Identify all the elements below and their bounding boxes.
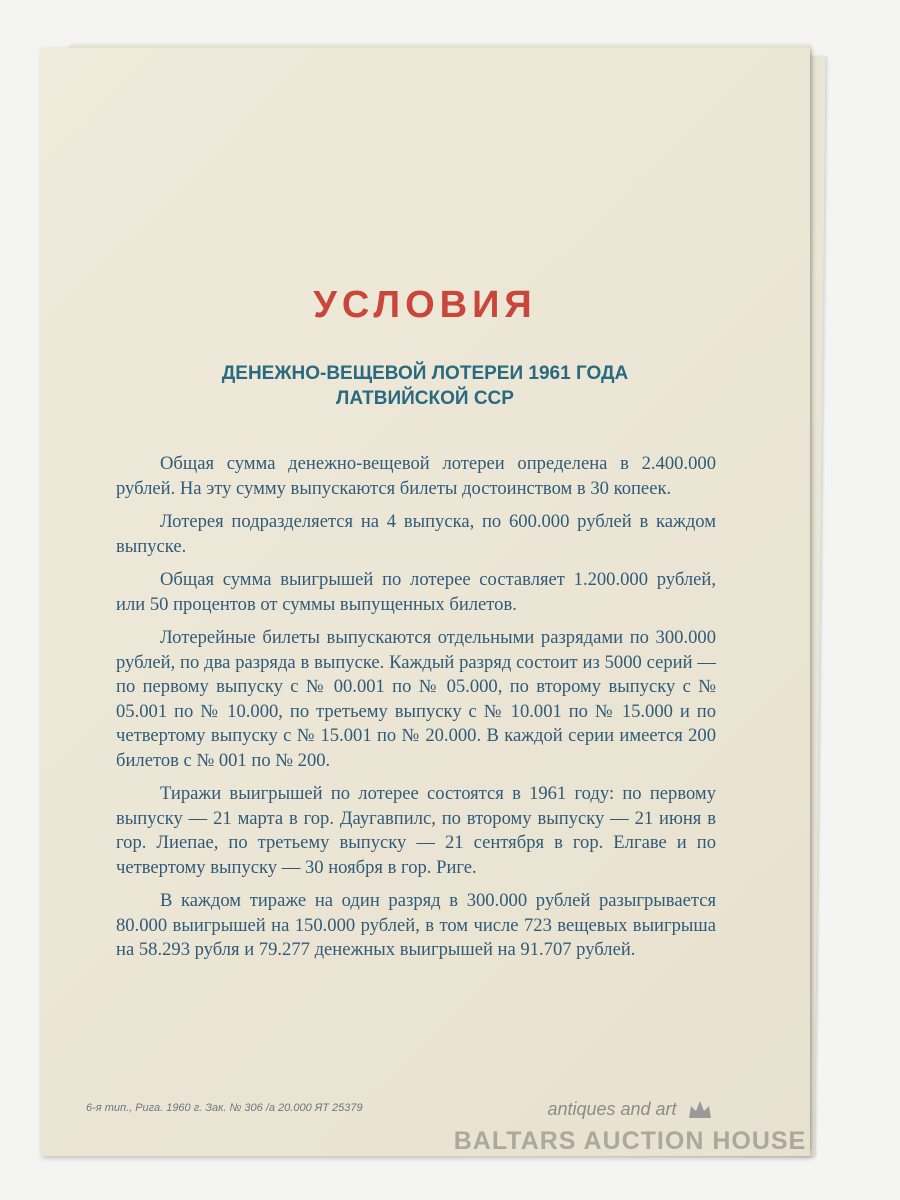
subheading-line-1: ДЕНЕЖНО-ВЕЩЕВОЙ ЛОТЕРЕИ 1961 ГОДА: [221, 363, 629, 384]
document-subheading: [40, 361, 810, 411]
printer-imprint: 6-я тип., Рига. 1960 г. Зак. № 306 /а 20.000 ЯТ 25379: [86, 1102, 363, 1114]
document-body: [116, 452, 716, 972]
document-heading: УСЛОВИЯ: [313, 284, 537, 326]
paragraph: Тиражи выигрышей по лотерее состоятся в 1961 году: по первому выпуску — 21 марта в гор. Даугавпилс, по второму выпуску — 21 июня в гор. Лиепае, по третьему выпуску — 21 сентября в гор. Елгаве и по четвертому выпуску — 30 ноября в гор. Риге.: [116, 783, 716, 878]
watermark-tagline: antiques and art: [547, 1099, 677, 1120]
watermark-brand: BALTARS AUCTION HOUSE: [453, 1127, 807, 1155]
paragraph: Общая сумма выигрышей по лотерее составляет 1.200.000 рублей, или 50 процентов от суммы выпущенных билетов.: [116, 569, 716, 615]
paragraph: Общая сумма денежно-вещевой лотереи определена в 2.400.000 рублей. На эту сумму выпускаются билеты достоинством в 30 копеек.: [116, 453, 716, 499]
crown-icon: [687, 1098, 713, 1125]
auction-watermark: [420, 1098, 840, 1156]
document-page: [40, 48, 810, 1156]
paragraph: Лотерейные билеты выпускаются отдельными разрядами по 300.000 рублей, по два разряда в выпуске. Каждый разряд состоит из 5000 серий — по первому выпуску с № 00.001 по № 05.000, по второму выпуску с № 05.001 по № 10.000, по третьему выпуску с № 10.001 по № 15.000 и по четвертому выпуску с № 15.001 по № 20.000. В каждой серии имеется 200 билетов с № 001 по № 200.: [116, 627, 716, 771]
subheading-line-2: ЛАТВИЙСКОЙ ССР: [336, 388, 514, 409]
paragraph: Лотерея подразделяется на 4 выпуска, по 600.000 рублей в каждом выпуске.: [116, 511, 716, 557]
paragraph: В каждом тираже на один разряд в 300.000 рублей разыгрывается 80.000 выигрышей на 150.000 рублей, в том числе 723 вещевых выигрыша на 58.293 рубля и 79.277 денежных выигрышей на 91.707 рублей.: [116, 890, 716, 960]
